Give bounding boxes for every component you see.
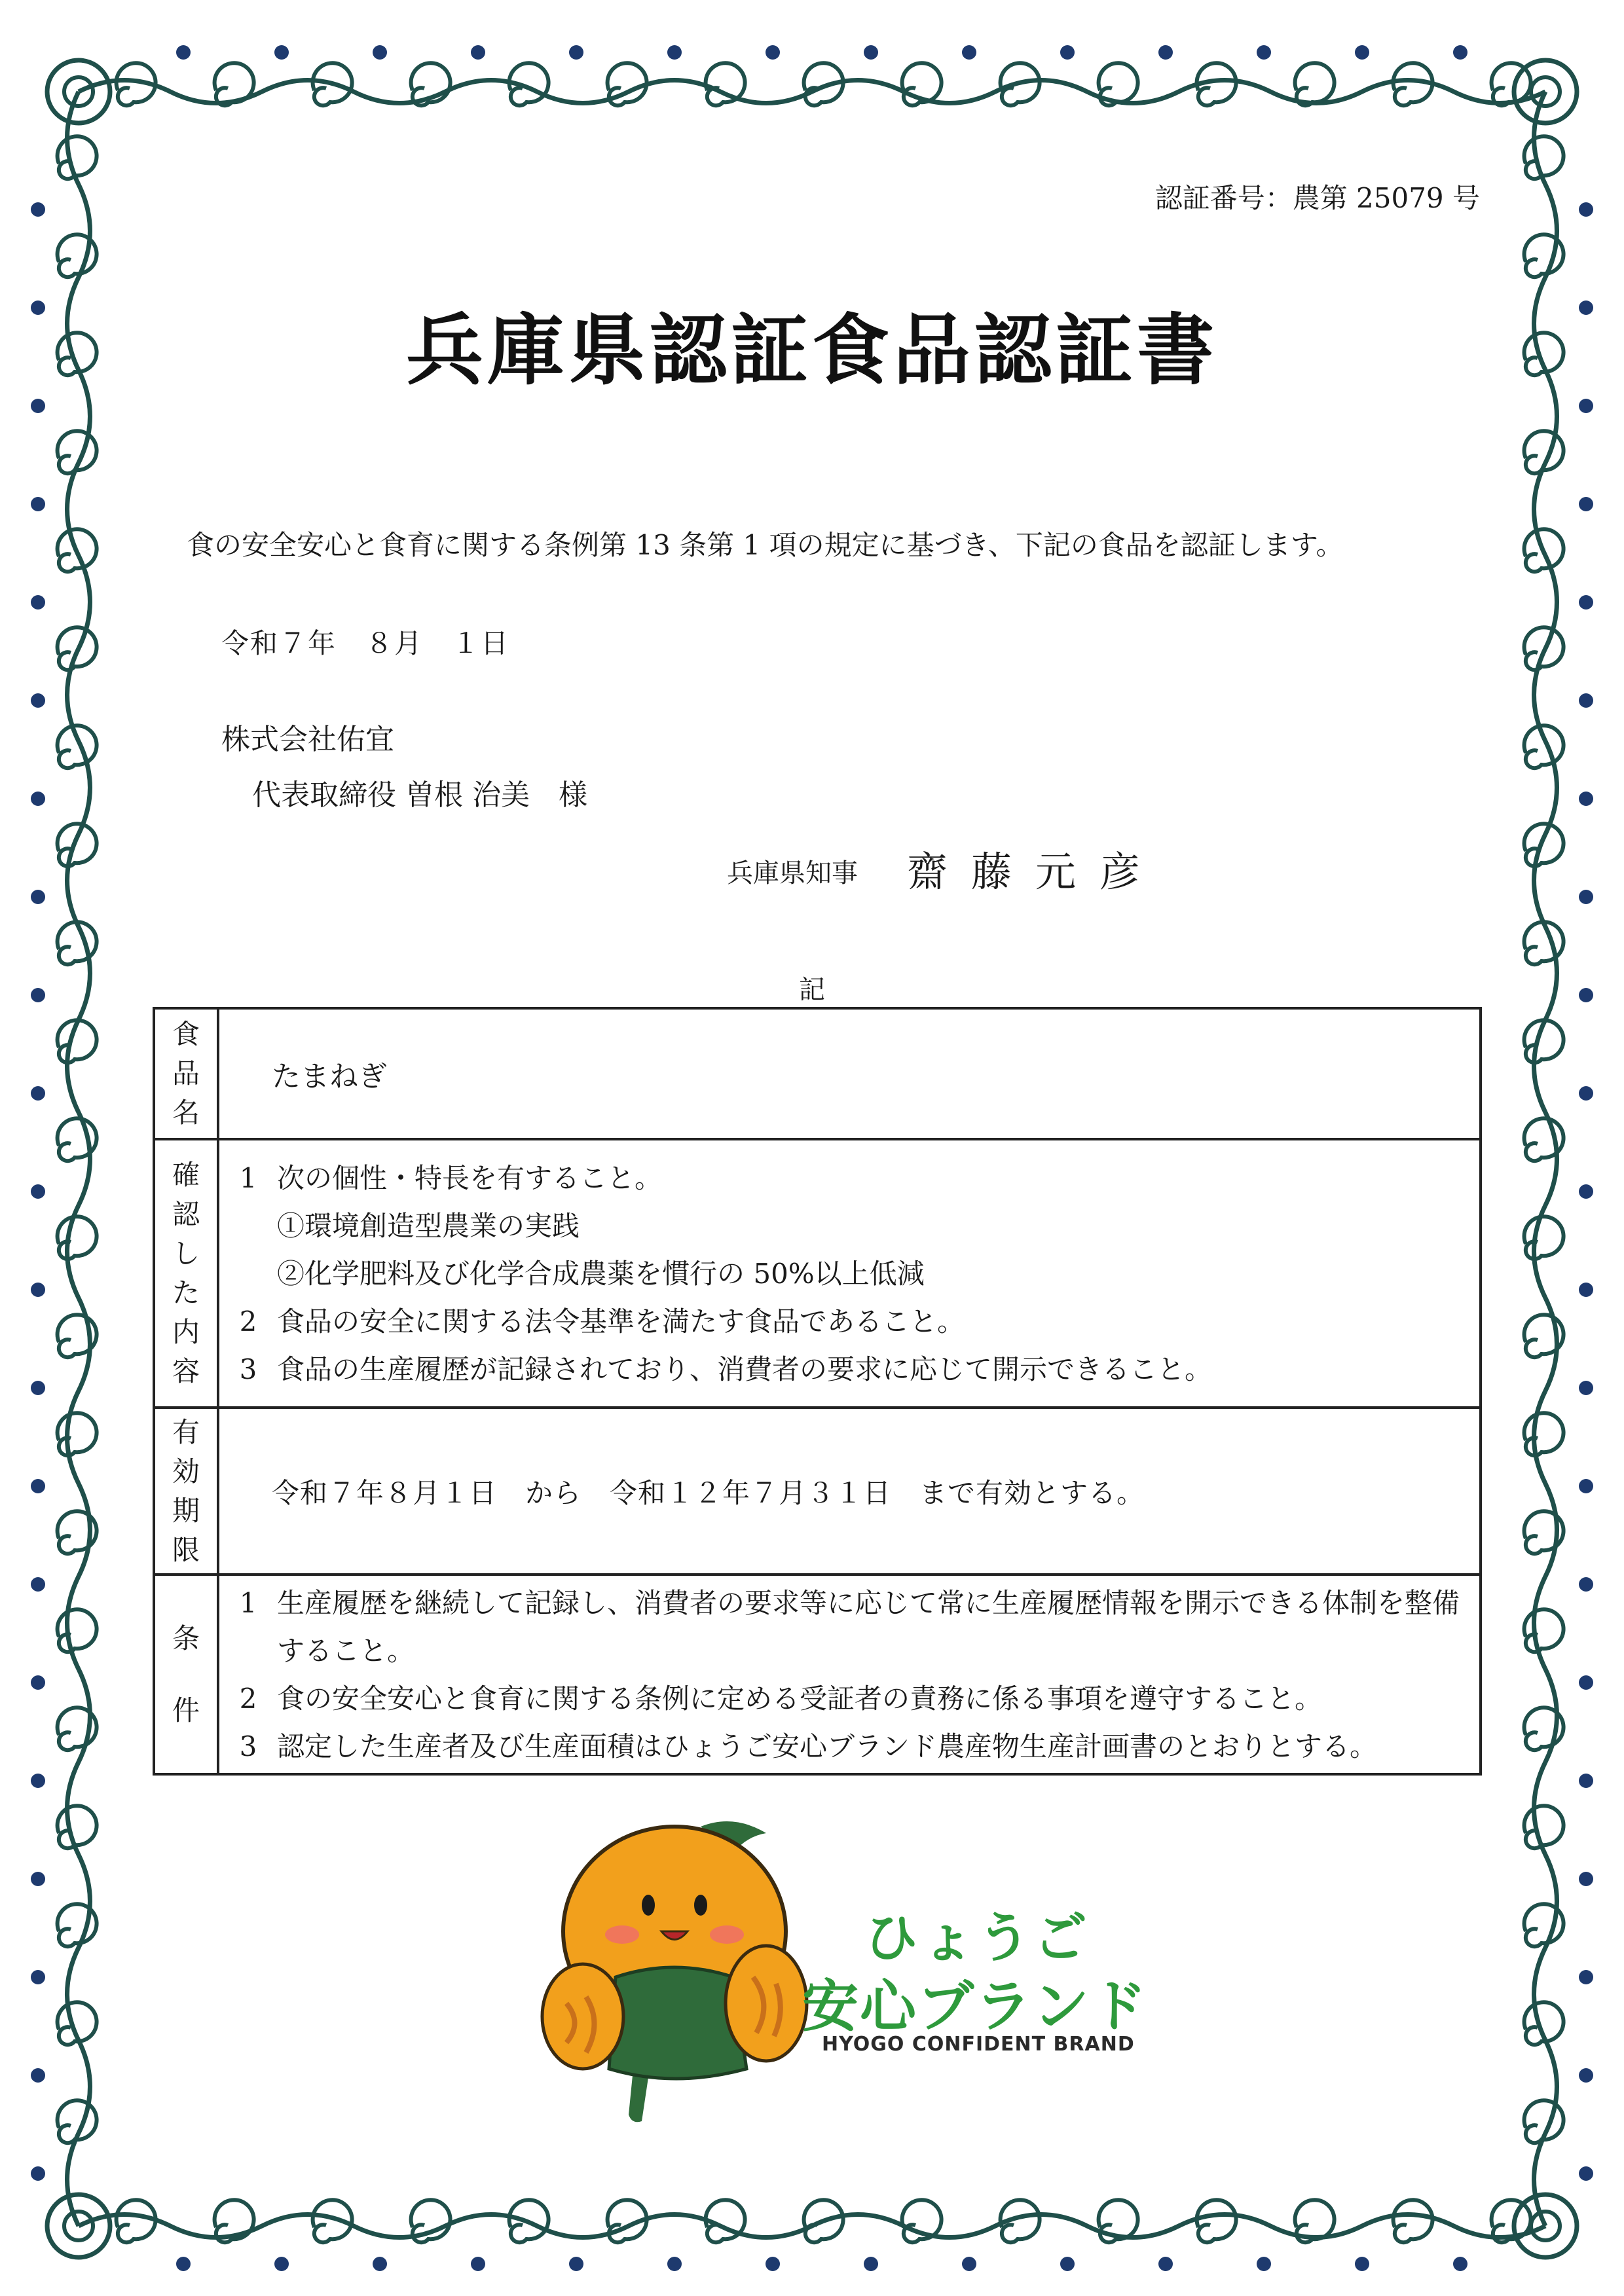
preamble-text: 食の安全安心と食育に関する条例第 13 条第 1 項の規定に基づき、下記の食品を認証します。 <box>187 529 1344 561</box>
certificate-number: 認証番号：農第 25079 号 <box>1154 182 1480 214</box>
food-name-value: たまねぎ <box>272 1060 387 1093</box>
table-row-confirmed-content <box>154 1139 1481 1408</box>
food-name-label: 食 品 名 <box>154 1008 218 1139</box>
brand-logo-line2: 安心ブランド <box>802 1974 1148 2039</box>
brand-logo-line1: ひょうご <box>864 1907 1090 1969</box>
validity-cell <box>218 1408 1481 1575</box>
list-item: 3 認定した生産者及び生産面積はひょうご安心ブランド農産物生産計画書のとおりとする。 <box>239 1730 1378 1762</box>
table-row-validity <box>154 1408 1481 1575</box>
confirmed-content-cell <box>218 1139 1481 1408</box>
document-title: 兵庫県認証食品認証書 <box>405 304 1218 395</box>
validity-value: 令和７年８月１日 から 令和１２年７月３１日 まで有効とする。 <box>272 1476 1145 1509</box>
list-sub-item: ①環境創造型農業の実践 <box>277 1209 580 1242</box>
food-name-value-cell <box>218 1008 1481 1139</box>
mascot-onion-character-icon <box>537 1807 812 2134</box>
recipient-representative: 代表取締役 曽根 治美 様 <box>252 778 587 812</box>
certification-table <box>153 1007 1482 1776</box>
table-row-food-name <box>154 1008 1481 1139</box>
list-item: 1 生産履歴を継続して記録し、消費者の要求等に応じて常に生産履歴情報を開示できる体制を整備すること。 <box>239 1586 1460 1667</box>
list-item: 2 食の安全安心と食育に関する条例に定める受証者の責務に係る事項を遵守すること。 <box>239 1682 1323 1715</box>
table-row-conditions <box>154 1575 1481 1774</box>
validity-label: 有 効 期 限 <box>154 1408 218 1575</box>
recipient-company: 株式会社佑宜 <box>221 723 394 756</box>
list-sub-item: ②化学肥料及び化学合成農薬を慣行の 50%以上低減 <box>277 1257 925 1290</box>
list-item: 3 食品の生産履歴が記録されており、消費者の要求に応じて開示できること。 <box>239 1353 1213 1385</box>
list-item: 1 次の個性・特長を有すること。 <box>239 1161 663 1194</box>
brand-logo-english: HYOGO CONFIDENT BRAND <box>822 2033 1135 2056</box>
conditions-cell <box>218 1575 1481 1774</box>
confirmed-content-label: 確 認 し た 内 容 <box>154 1139 218 1408</box>
governor-title: 兵庫県知事 <box>727 858 858 888</box>
list-item: 2 食品の安全に関する法令基準を満たす食品であること。 <box>239 1305 965 1338</box>
conditions-label: 条 件 <box>154 1575 218 1774</box>
issue-date: 令和７年 ８月 １日 <box>221 627 510 659</box>
ki-label: 記 <box>799 975 825 1005</box>
governor-name: 齋藤元彦 <box>907 848 1164 896</box>
